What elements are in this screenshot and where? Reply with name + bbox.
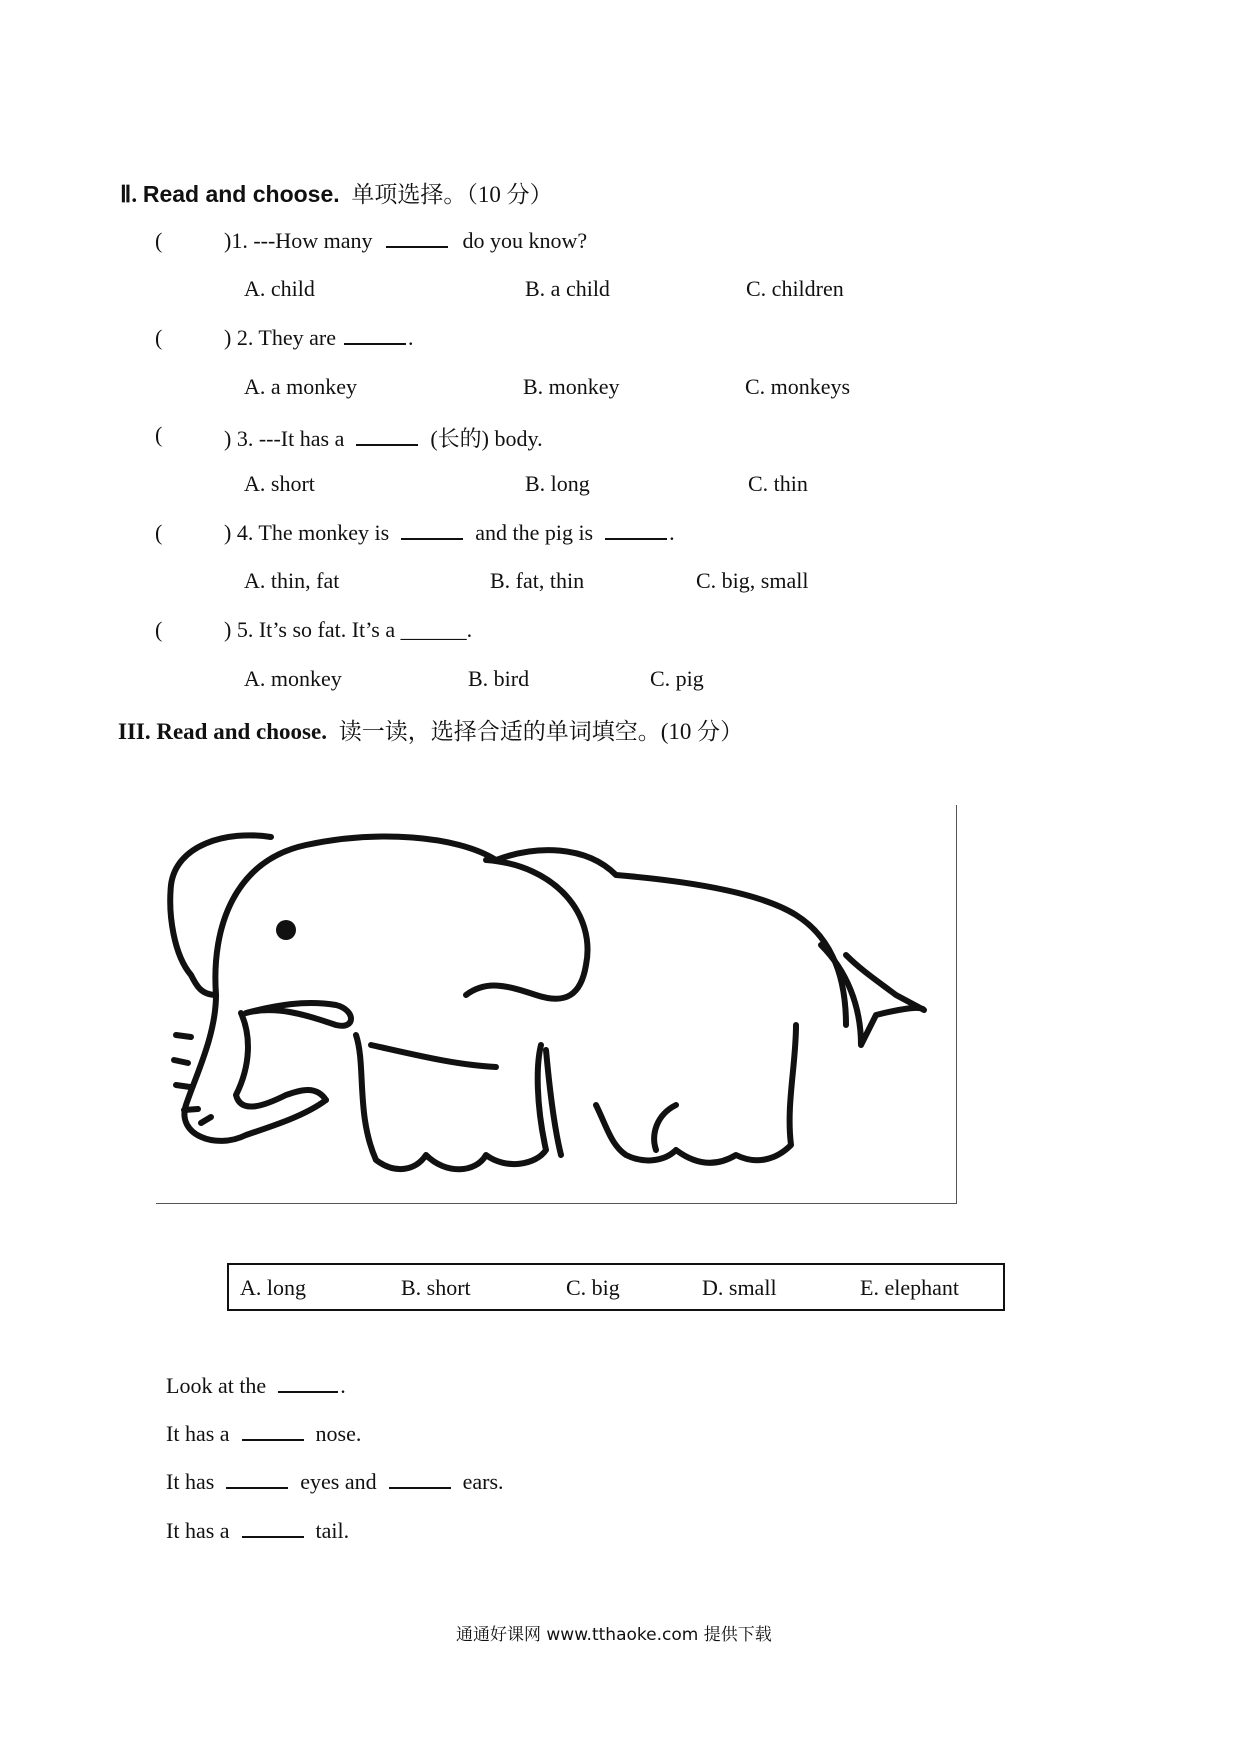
question-2-stem-end: .: [408, 325, 414, 350]
elephant-eye: [276, 920, 296, 940]
question-3-stem-end: (长的) body.: [430, 426, 543, 451]
question-4-option-b: B. fat, thin: [490, 568, 585, 593]
section-2-title-en: Read and choose.: [142, 181, 340, 207]
question-2-stem: ) 2. They are: [224, 325, 336, 350]
question-3-stem: ) 3. ---It has a: [224, 426, 345, 451]
question-1-option-b: B. a child: [525, 276, 610, 301]
question-1-blank[interactable]: [386, 230, 448, 248]
question-4-stem: ) 4. The monkey is: [224, 520, 390, 545]
answer-paren-5: (: [155, 617, 163, 642]
question-2-blank[interactable]: [344, 327, 406, 345]
section-3-number: III.: [118, 719, 151, 744]
sentence-2: [166, 1421, 361, 1447]
question-3-option-c: C. thin: [748, 471, 808, 496]
section-3-title: [118, 713, 743, 746]
answer-paren-2: (: [155, 325, 163, 350]
question-3-option-b: B. long: [525, 471, 590, 496]
elephant-icon: [156, 805, 956, 1203]
answer-paren-3: (: [155, 422, 163, 447]
word-option-e: E. elephant: [860, 1275, 959, 1300]
section-3-title-zh: 读一读，选择合适的单词填空。(10 分）: [338, 719, 744, 744]
question-4-blank-1[interactable]: [401, 522, 463, 540]
word-option-d: D. small: [702, 1275, 777, 1300]
sentence-2-text: It has a: [166, 1421, 230, 1446]
question-4-stem-mid: and the pig is: [475, 520, 594, 545]
question-3-blank[interactable]: [356, 428, 418, 446]
question-1-option-c: C. children: [746, 276, 844, 301]
sentence-2-blank[interactable]: [242, 1423, 304, 1441]
question-1-stem: )1. ---How many: [224, 228, 373, 253]
sentence-1: [166, 1373, 346, 1399]
question-5-option-c: C. pig: [650, 666, 704, 691]
question-3: [224, 422, 543, 453]
question-2: [224, 325, 414, 351]
sentence-3-mid: eyes and: [300, 1469, 377, 1494]
word-option-a: A. long: [240, 1275, 306, 1300]
answer-paren-4: (: [155, 520, 163, 545]
question-4: [224, 520, 675, 546]
question-1-stem-end: do you know?: [462, 228, 588, 253]
question-4-blank-2[interactable]: [605, 522, 667, 540]
question-2-option-a: A. a monkey: [244, 374, 358, 399]
question-4-option-c: C. big, small: [696, 568, 809, 593]
section-3-title-en: Read and choose.: [156, 719, 327, 744]
sentence-3-text: It has: [166, 1469, 215, 1494]
sentence-1-end: .: [340, 1373, 346, 1398]
question-2-option-c: C. monkeys: [745, 374, 851, 399]
sentence-3-blank-1[interactable]: [226, 1471, 288, 1489]
sentence-3-blank-2[interactable]: [389, 1471, 451, 1489]
sentence-4-text: It has a: [166, 1518, 230, 1543]
sentence-4-end: tail.: [315, 1518, 350, 1543]
sentence-4: [166, 1518, 349, 1544]
question-1: [224, 228, 587, 254]
elephant-picture: [156, 805, 957, 1204]
question-5-option-a: A. monkey: [244, 666, 342, 691]
section-2-title-zh: 单项选择。（10 分）: [351, 182, 553, 207]
question-5: ) 5. It’s so fat. It’s a ______.: [224, 617, 473, 642]
question-2-option-b: B. monkey: [523, 374, 620, 399]
sentence-1-blank[interactable]: [278, 1375, 338, 1393]
word-bank: [227, 1263, 1005, 1311]
sentence-2-end: nose.: [315, 1421, 362, 1446]
question-3-option-a: A. short: [244, 471, 315, 496]
question-4-stem-end: .: [669, 520, 675, 545]
word-option-b: B. short: [401, 1275, 471, 1300]
footer-text: 通通好课网 www.tthaoke.com 提供下载: [456, 1625, 772, 1645]
section-2-number: Ⅱ.: [120, 182, 138, 207]
question-4-option-a: A. thin, fat: [244, 568, 340, 593]
sentence-3: [166, 1469, 504, 1495]
question-5-option-b: B. bird: [468, 666, 530, 691]
sentence-1-text: Look at the: [166, 1373, 267, 1398]
section-2-title: [120, 176, 553, 209]
answer-paren-1: (: [155, 228, 163, 253]
word-option-c: C. big: [566, 1275, 620, 1300]
question-1-option-a: A. child: [244, 276, 315, 301]
sentence-4-blank[interactable]: [242, 1520, 304, 1538]
sentence-3-end: ears.: [462, 1469, 504, 1494]
